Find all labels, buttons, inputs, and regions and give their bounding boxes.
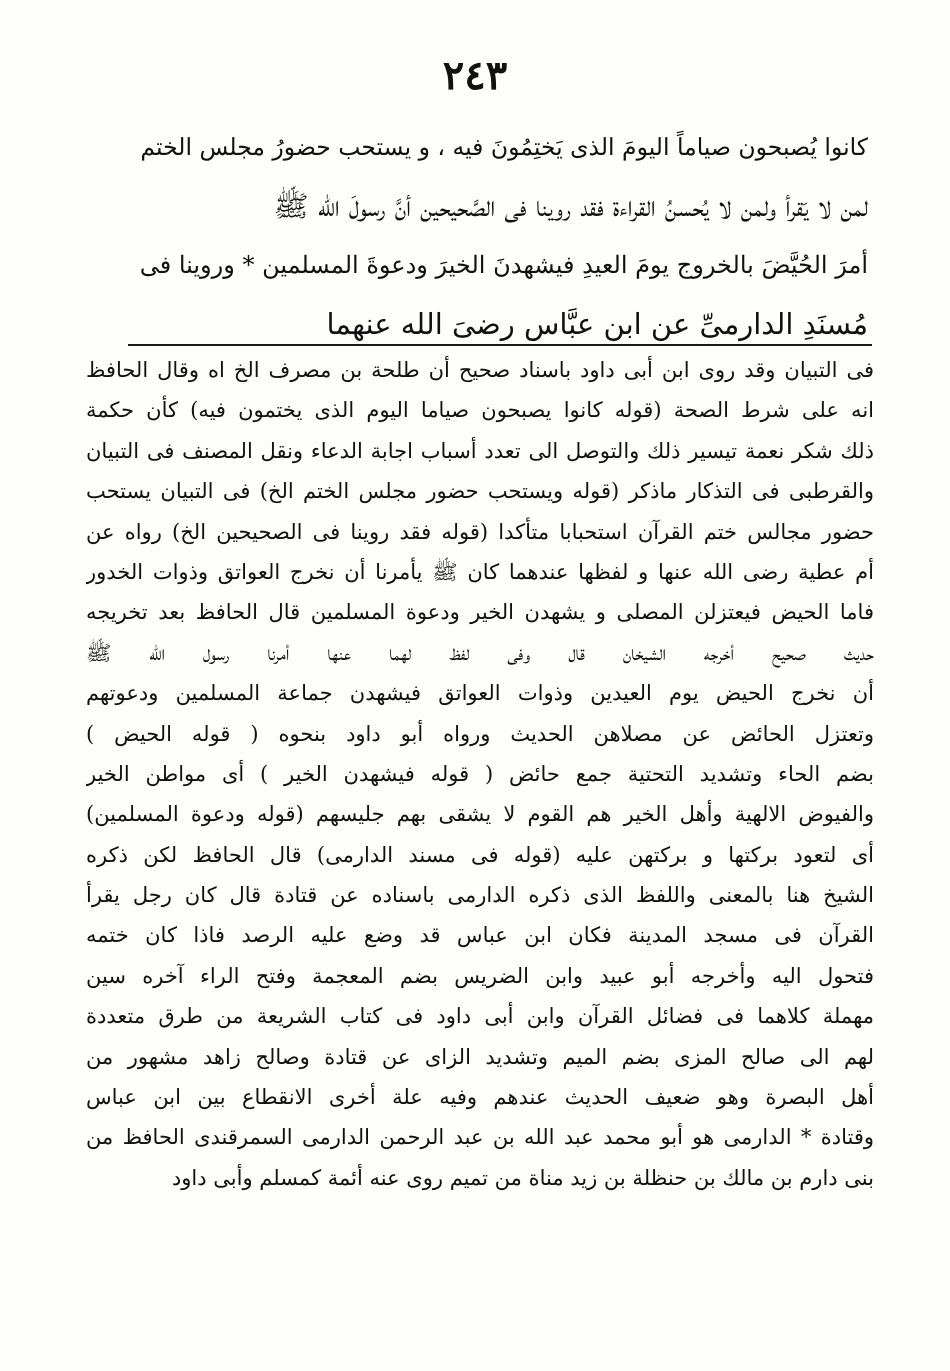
main-text-block (138, 118, 868, 354)
footnote-divider (128, 344, 872, 346)
commentary-line: القرآن فى مسجد المدينة فكان ابن عباس قد وضع عليه الرصد فاذا كان ختمه (86, 923, 874, 948)
main-text-line: مُسنَدِ الدارمىِّ عن ابن عبَّاس رضىَ الله عنهما (326, 307, 868, 341)
commentary-line: لهم الى صالح المزى بضم الميم وتشديد الزاى عن قتادة وصالح زاهد مشهور من (86, 1044, 874, 1069)
commentary-line: أم عطية رضى الله عنها و لفظها عندهما كان ﷺ يأمرنا أن نخرج العواتق وذوات الخدور (86, 559, 874, 584)
main-text-line: كانوا يُصبحون صياماً اليومَ الذى يَختِمُونَ فيه ، و يستحب حضورُ مجلس الختم (140, 133, 868, 161)
commentary-line: فاما الحيض فيعتزلن المصلى و يشهدن الخير ودعوة المسلمين قال الحافظ بعد تخريجه (86, 600, 874, 625)
commentary-line: والقرطبى فى التذكار ماذكر (قوله ويستحب حضور مجلس الختم الخ) فى التبيان يستحب (86, 479, 874, 504)
commentary-line: حضور مجالس ختم القرآن استحبابا متأكدا (قوله فقد روينا فى الصحيحين الخ) رواه عن (86, 519, 874, 544)
commentary-line: فتحول اليه وأخرجه أبو عبيد وابن الضريس بضم المعجمة وفتح الراء آخره سين (86, 963, 874, 988)
commentary-line: أن نخرج الحيض يوم العيدين وذوات العواتق فيشهدن جماعة المسلمين ودعوتهم (86, 681, 874, 706)
commentary-line: انه على شرط الصحة (قوله كانوا يصبحون صياما اليوم الذى يختمون فيه) كأن حكمة (86, 398, 874, 423)
commentary-line: بنى دارم بن مالك بن حنظلة بن زيد مناة من تميم روى عنه أئمة كمسلم وأبى داود (171, 1165, 874, 1190)
commentary-line: أهل البصرة وهو ضعيف الحديث عندهم وفيه علة أخرى الانقطاع بين ابن عباس (86, 1085, 874, 1110)
commentary-line: والفيوض الالهية وأهل الخير هم القوم لا يشقى بهم جليسهم (قوله ودعوة المسلمين) (86, 802, 874, 827)
page-number: ٢٤٣ (442, 52, 508, 99)
commentary-line: مهملة كلاهما فى فضائل القرآن وابن أبى داود فى كتاب الشريعة من طرق متعددة (86, 1004, 874, 1029)
commentary-line: الشيخ هنا بالمعنى واللفظ الذى ذكره الدارمى باسناده عن قتادة قال كان رجل يقرأ (86, 883, 874, 908)
main-text-line: لمن لا يَقرأ ولمن لا يُحسنُ القراءة فقد روينا فى الصَّحيحين أنَّ رسولَ الله ﷺ (273, 189, 868, 223)
commentary-line: بضم الحاء وتشديد التحتية جمع حائض ( قوله فيشهدن الخير ) أى مواطن الخير (86, 761, 874, 786)
commentary-line: وتعتزل الحائض عن مصلاهن الحديث ورواه أبو داود بنحوه ( قوله الحيض ) (86, 721, 874, 746)
commentary-line: ذلك شكر نعمة تيسير ذلك والتوصل الى تعدد أسباب اجابة الدعاء ونقل المصنف فى التبيان (86, 438, 874, 463)
commentary-line: وقتادة * الدارمى هو أبو محمد عبد الله بن عبد الرحمن الدارمى السمرقندى الحافظ من (86, 1125, 874, 1150)
commentary-line: أى لتعود بركتها و بركتهن عليه (قوله فى مسند الدارمى) قال الحافظ لكن ذكره (86, 842, 874, 867)
main-text-line: أمرَ الحُيَّضَ بالخروج يومَ العيدِ فيشهدنَ الخيرَ ودعوةَ المسلمين * وروينا فى (139, 251, 868, 279)
commentary-line: فى التبيان وقد روى ابن أبى داود باسناد صحيح أن طلحة بن مصرف الخ اه وقال الحافظ (86, 358, 874, 382)
commentary-block (86, 350, 874, 1198)
commentary-line: حديث صحيح أخرجه الشيخان قال وفى لفظ لهما عنها أمرنا رسول الله ﷺ (86, 640, 874, 665)
